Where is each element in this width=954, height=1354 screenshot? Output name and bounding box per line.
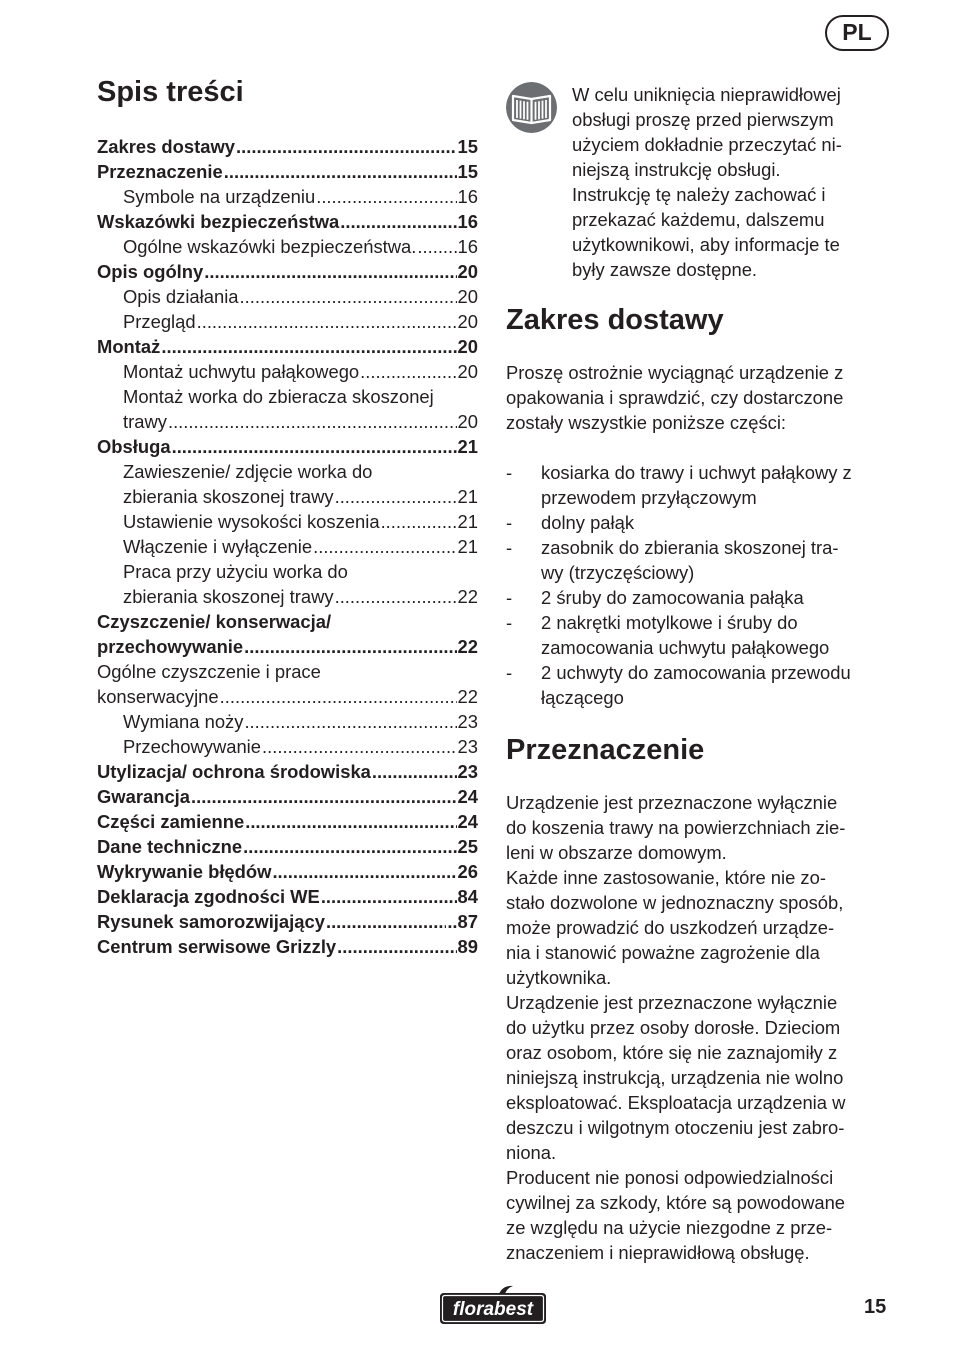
delivery-title: Zakres dostawy <box>506 304 724 336</box>
toc-entry[interactable] <box>97 184 478 209</box>
svg-text:florabest: florabest <box>452 1299 534 1320</box>
toc-entry[interactable] <box>97 534 478 559</box>
toc-entry[interactable] <box>97 784 478 809</box>
toc-entry[interactable] <box>97 584 478 609</box>
toc-entry-page: 20 <box>457 286 478 307</box>
toc-entry-label: Wymiana noży <box>123 711 244 732</box>
toc-entry-label: Montaż <box>97 336 161 357</box>
toc-entry-page: 25 <box>457 836 478 857</box>
toc-entry[interactable] <box>97 909 478 934</box>
purpose-text: Urządzenie jest przeznaczone wyłącznie do koszenia trawy na powierzchniach zie- leni w obszarze domowym. Każde inne zastosowanie, które nie zo- stało dozwolone w jednoznaczny sposób, może prowadzić do uszkodzeń urządze- nia i stanowić poważne zagrożenie dla użytkownika. Urządzenie jest przeznaczone wyłącznie do użytku przez osoby dorosłe. Dzieciom oraz osobom, które się nie zaznajomiły z niniejszą instrukcją, urządzenia nie wolno eksploatować. Eksploatacja urządzenia w deszczu i wilgotnym otoczeniu jest zabro- niona. Producent nie ponosi odpowiedzialności cywilnej za szkody, które są powodowane ze względu na użycie niezgodne z prze- znaczeniem i nieprawidłową obsługę. <box>506 792 846 1263</box>
toc-entry-page: ..87 <box>447 911 478 932</box>
toc-entry-page: 21 <box>457 536 478 557</box>
list-item: - kosiarka do trawy i uchwyt pałąkowy z przewodem przyłączowym <box>506 460 890 510</box>
toc-entry[interactable] <box>97 409 478 434</box>
purpose-section <box>506 730 890 1265</box>
toc-entry[interactable] <box>97 684 478 709</box>
toc-entry-label: zbierania skoszonej trawy <box>123 486 334 507</box>
list-item: - 2 uchwyty do zamocowania przewodu łączącego <box>506 660 890 710</box>
toc-entry-label: Ustawienie wysokości koszenia <box>123 511 380 532</box>
toc-entry-page: 20 <box>457 311 478 332</box>
toc-entry-label: Wskazówki bezpieczeństwa <box>97 211 340 232</box>
delivery-section <box>506 300 890 710</box>
toc-entry-label: zbierania skoszonej trawy <box>123 586 334 607</box>
toc-entry[interactable] <box>97 309 478 334</box>
list-item: - dolny pałąk <box>506 510 890 535</box>
table-of-contents <box>97 72 478 959</box>
toc-entry[interactable] <box>97 934 478 959</box>
toc-entry[interactable] <box>97 484 478 509</box>
toc-entry[interactable] <box>97 259 478 284</box>
toc-entry[interactable] <box>97 884 478 909</box>
note-line: W celu uniknięcia nieprawidłowej <box>572 84 841 105</box>
toc-entry-page: 23 <box>457 736 478 757</box>
purpose-title: Przeznaczenie <box>506 734 705 766</box>
toc-entry[interactable] <box>97 809 478 834</box>
note-line: niejszą instrukcję obsługi. <box>572 159 781 180</box>
toc-entry[interactable] <box>97 159 478 184</box>
toc-entry-label: Obsługa <box>97 436 171 457</box>
toc-entry[interactable] <box>97 209 478 234</box>
toc-entry-page: 15 <box>457 136 478 157</box>
toc-entry-label: Opis ogólny <box>97 261 204 282</box>
toc-entry[interactable] <box>97 134 478 159</box>
list-item: - 2 śruby do zamocowania pałąka <box>506 585 890 610</box>
toc-entry-page: 21 <box>457 486 478 507</box>
toc-entry-page: 21 <box>457 436 478 457</box>
toc-entry-label: trawy <box>123 411 167 432</box>
toc-entry[interactable] <box>97 359 478 384</box>
note-line: były zawsze dostępne. <box>572 259 758 280</box>
toc-entry-page: 84 <box>457 886 478 907</box>
toc-list <box>97 134 478 959</box>
florabest-logo <box>437 1284 549 1328</box>
toc-entry-page: 23 <box>457 761 478 782</box>
toc-entry-label: Przeznaczenie <box>97 161 223 182</box>
toc-entry-page: 21 <box>457 511 478 532</box>
note-line: użyciem dokładnie przeczytać ni- <box>572 134 842 155</box>
toc-entry-label: Rysunek samorozwijający <box>97 911 325 932</box>
intro-line: opakowania i sprawdzić, czy dostarczone <box>506 387 844 408</box>
toc-entry[interactable] <box>97 334 478 359</box>
toc-entry-label-line1: Praca przy użyciu worka do <box>123 561 348 582</box>
toc-entry[interactable] <box>97 634 478 659</box>
list-item: - 2 nakrętki motylkowe i śruby do zamocowania uchwytu pałąkowego <box>506 610 890 660</box>
toc-entry-page: 24 <box>457 811 478 832</box>
toc-entry[interactable] <box>97 234 478 259</box>
toc-entry-page: 24 <box>457 786 478 807</box>
toc-entry-page: 26 <box>457 861 478 882</box>
content-column <box>506 82 890 1265</box>
toc-entry-label: Ogólne wskazówki bezpieczeństwa. <box>123 236 417 257</box>
toc-entry-label: Utylizacja/ ochrona środowiska <box>97 761 371 782</box>
toc-entry-label: Opis działania <box>123 286 239 307</box>
toc-entry-page: 20 <box>457 411 478 432</box>
book-icon <box>506 82 557 133</box>
note-line: obsługi proszę przed pierwszym <box>572 109 834 130</box>
toc-entry[interactable] <box>97 709 478 734</box>
toc-entry-page: 20 <box>457 261 478 282</box>
page-number: 15 <box>864 1296 887 1318</box>
toc-entry-label: Deklaracja zgodności WE <box>97 886 320 907</box>
toc-entry[interactable] <box>97 434 478 459</box>
read-manual-note <box>506 82 890 282</box>
toc-entry-page: 22 <box>457 586 478 607</box>
toc-entry-label: Gwarancja <box>97 786 191 807</box>
delivery-intro <box>506 360 890 435</box>
toc-entry-label-line1: Zawieszenie/ zdjęcie worka do <box>123 461 373 482</box>
toc-entry-page: 22 <box>457 636 478 657</box>
toc-title: Spis treści <box>97 76 244 108</box>
toc-entry-page: 16 <box>457 236 478 257</box>
toc-entry-page: 20 <box>457 336 478 357</box>
language-badge: PL <box>825 15 889 51</box>
intro-line: Proszę ostrożnie wyciągnąć urządzenie z <box>506 362 844 383</box>
toc-entry-label: Części zamienne <box>97 811 245 832</box>
toc-entry-page: 20 <box>457 361 478 382</box>
toc-entry-page: 23 <box>457 711 478 732</box>
toc-entry-label: Zakres dostawy <box>97 136 235 157</box>
toc-entry[interactable] <box>97 834 478 859</box>
list-item: - zasobnik do zbierania skoszonej tra- wy (trzyczęściowy) <box>506 535 890 585</box>
toc-entry-page: 89 <box>457 936 478 957</box>
toc-entry-label: Dane techniczne <box>97 836 243 857</box>
toc-entry-page: 15 <box>457 161 478 182</box>
toc-entry-label: przechowywanie <box>97 636 244 657</box>
intro-line: zostały wszystkie poniższe części: <box>506 412 787 433</box>
toc-entry-label: Przechowywanie <box>123 736 261 757</box>
toc-entry-label-line1: Czyszczenie/ konserwacja/ <box>97 611 332 632</box>
note-line: użytkownikowi, aby informacje te <box>572 234 840 255</box>
toc-entry[interactable] <box>97 734 478 759</box>
note-line: przekazać każdemu, dalszemu <box>572 209 825 230</box>
delivery-list <box>506 460 890 710</box>
toc-entry[interactable] <box>97 509 478 534</box>
toc-entry-page: 22 <box>457 686 478 707</box>
toc-entry[interactable] <box>97 759 478 784</box>
toc-entry-label: Symbole na urządzeniu <box>123 186 316 207</box>
toc-entry-label: Wykrywanie błędów <box>97 861 272 882</box>
toc-entry-label-line1: Montaż worka do zbieracza skoszonej <box>123 386 434 407</box>
toc-entry-label-line1: Ogólne czyszczenie i prace <box>97 661 321 682</box>
toc-entry-page: 16 <box>457 186 478 207</box>
note-line: Instrukcję tę należy zachować i <box>572 184 826 205</box>
toc-entry-label: konserwacyjne <box>97 686 219 707</box>
toc-entry[interactable] <box>97 284 478 309</box>
toc-entry-label: Włączenie i wyłączenie <box>123 536 313 557</box>
toc-entry-label: Przegląd <box>123 311 196 332</box>
toc-entry-page: 16 <box>457 211 478 232</box>
toc-entry[interactable] <box>97 859 478 884</box>
toc-entry-label: Centrum serwisowe Grizzly <box>97 936 337 957</box>
toc-entry-label: Montaż uchwytu pałąkowego <box>123 361 360 382</box>
